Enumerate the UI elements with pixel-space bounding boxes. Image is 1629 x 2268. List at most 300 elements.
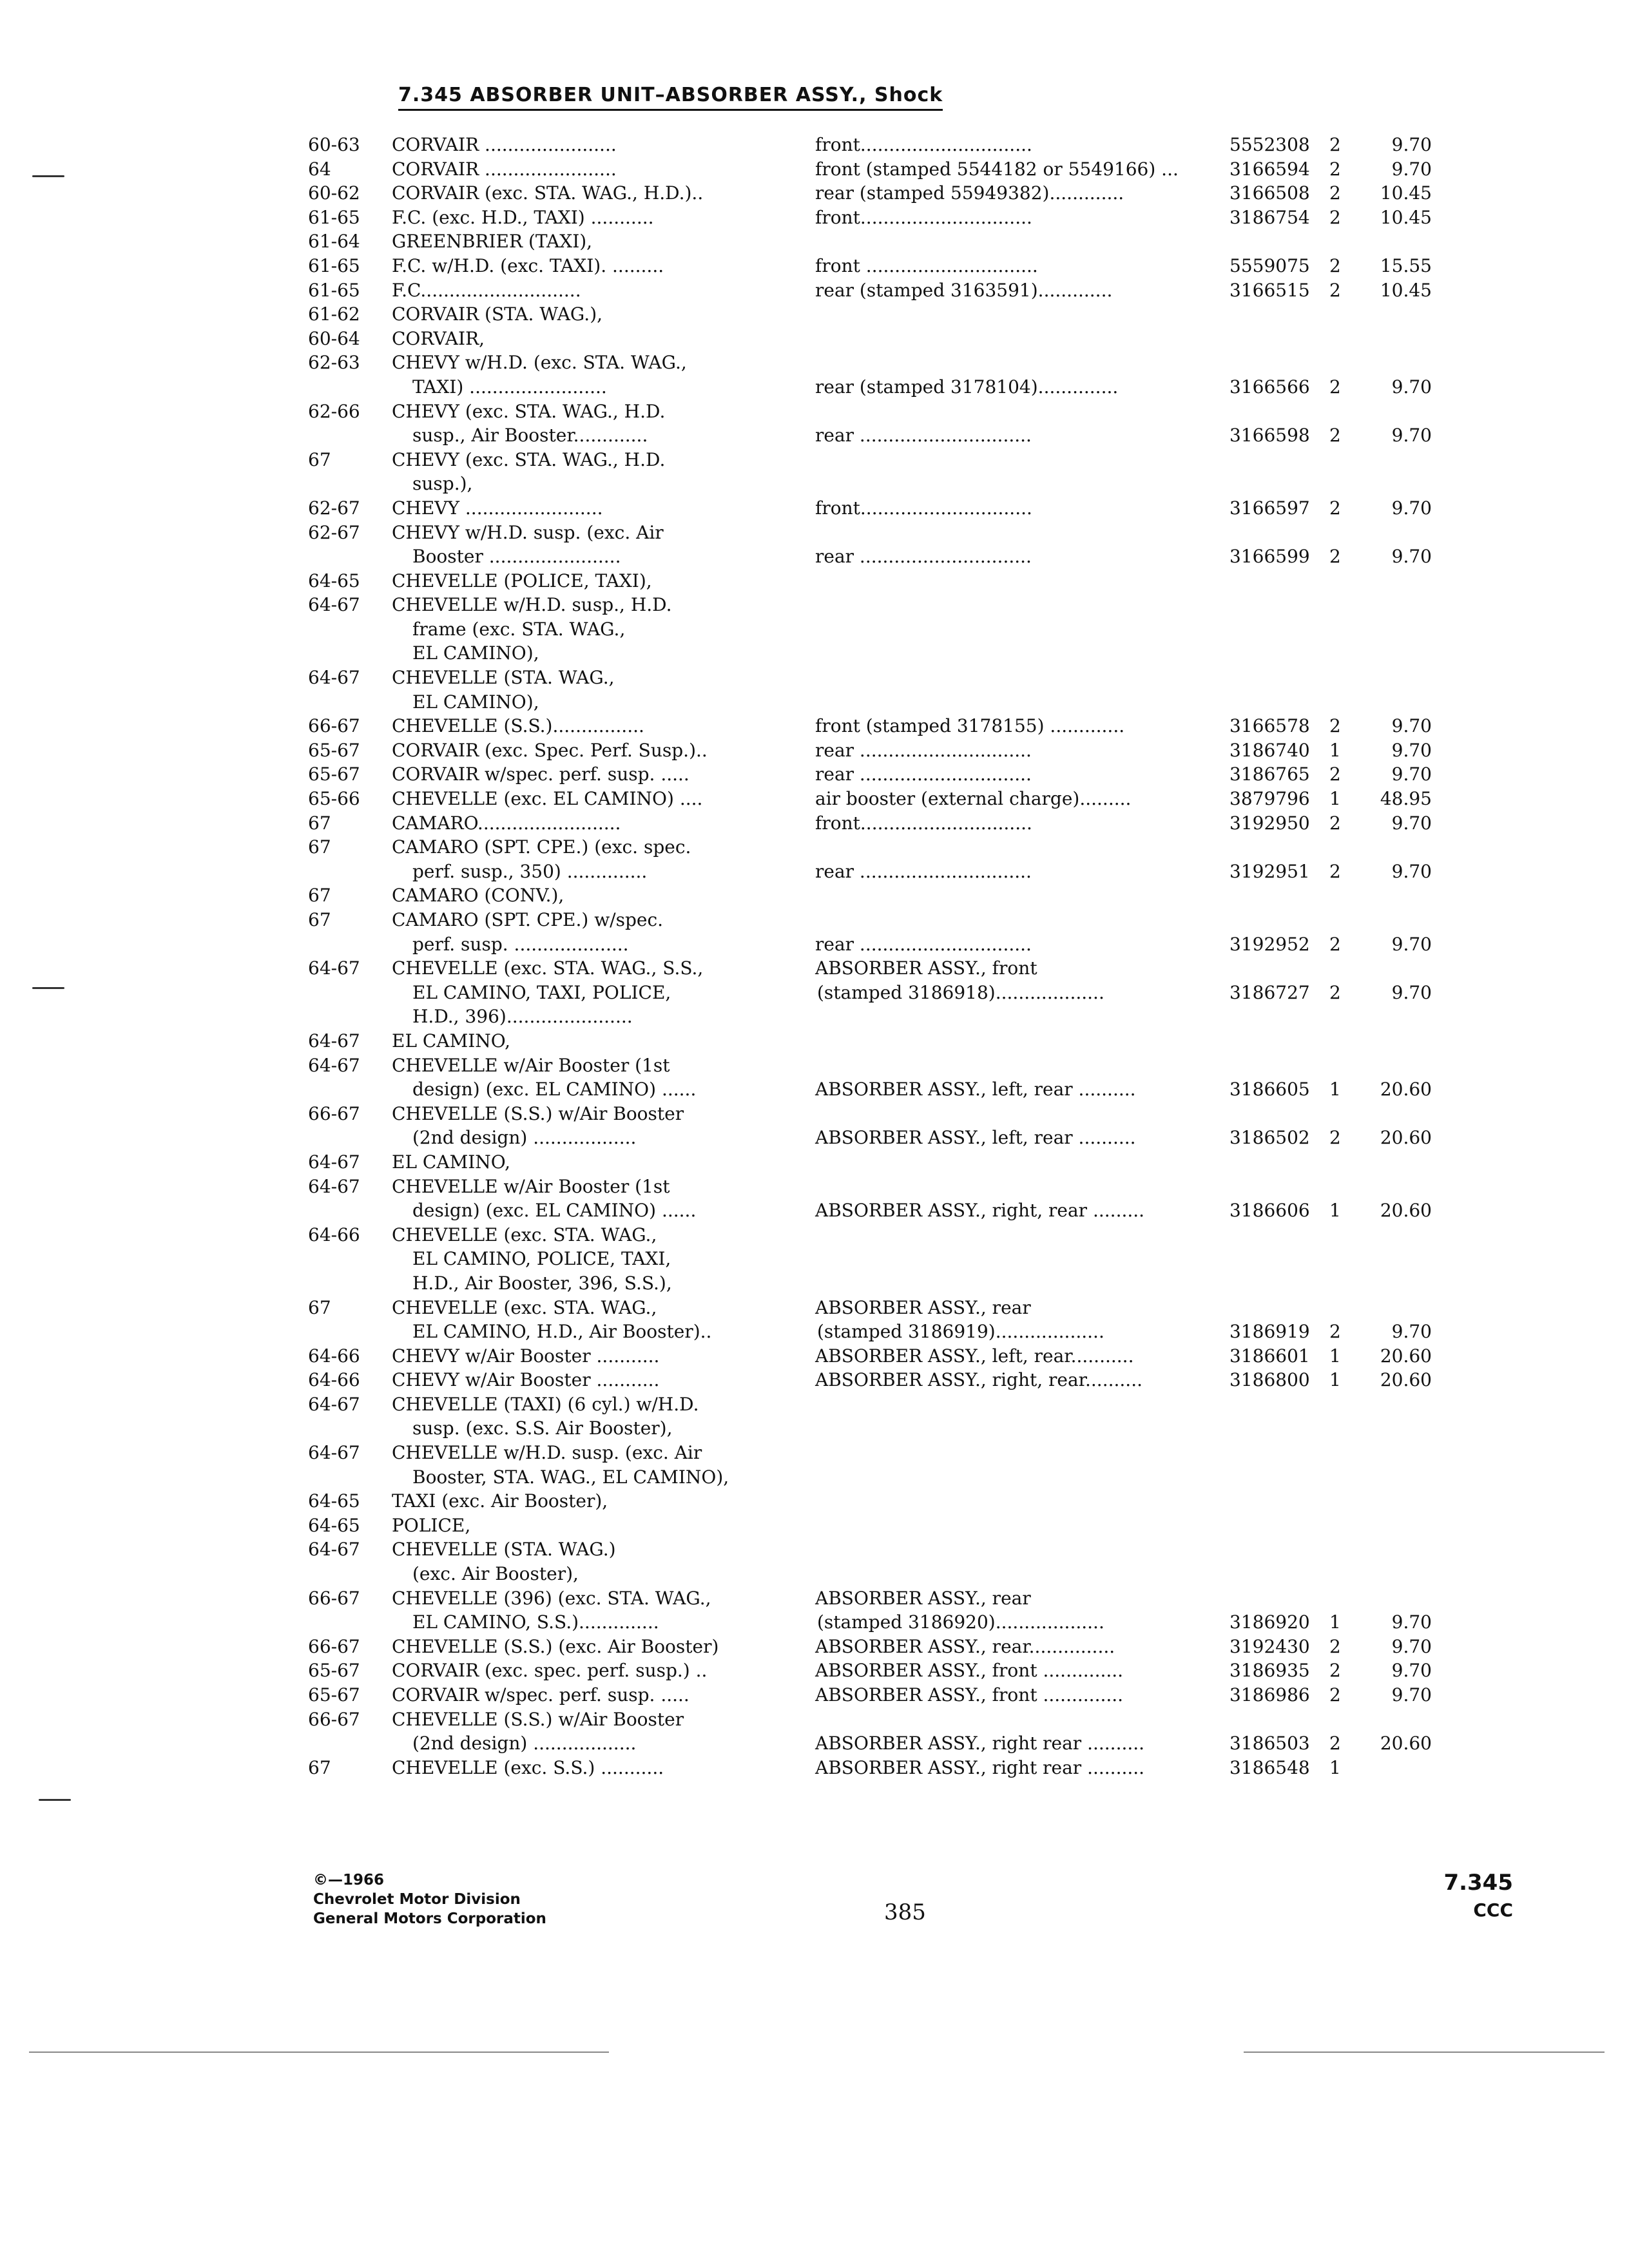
- quantity-cell: 2: [1329, 1660, 1341, 1682]
- year-cell: 64-67: [308, 1054, 360, 1076]
- model-cell: CAMARO (SPT. CPE.) (exc. spec.: [392, 836, 691, 858]
- quantity-cell: 2: [1329, 933, 1341, 955]
- table-row: [0, 1635, 1629, 1659]
- footer-section-number: 7.345: [1443, 1870, 1513, 1896]
- description-cell: (stamped 3186920)...................: [817, 1611, 1104, 1633]
- page-header-title: 7.345 ABSORBER UNIT–ABSORBER ASSY., Shock: [398, 84, 943, 111]
- footer-corporation: General Motors Corporation: [313, 1910, 546, 1927]
- description-cell: rear ..............................: [815, 933, 1032, 955]
- table-row: [0, 1320, 1629, 1344]
- model-cell: CAMARO (SPT. CPE.) w/spec.: [392, 909, 664, 930]
- year-cell: 64-67: [308, 1442, 360, 1464]
- price-cell: 9.70: [1391, 1660, 1432, 1682]
- quantity-cell: 2: [1329, 1321, 1341, 1343]
- year-cell: 66-67: [308, 1708, 360, 1730]
- year-cell: 67: [308, 1296, 331, 1318]
- price-cell: 9.70: [1391, 497, 1432, 519]
- year-cell: 64-65: [308, 1514, 360, 1536]
- model-cell: CORVAIR (exc. STA. WAG., H.D.)..: [392, 182, 704, 204]
- price-cell: 9.70: [1391, 376, 1432, 398]
- quantity-cell: 2: [1329, 1635, 1341, 1657]
- model-cell: CORVAIR (exc. Spec. Perf. Susp.)..: [392, 739, 708, 761]
- table-row: [0, 1368, 1629, 1392]
- footer-division: Chevrolet Motor Division: [313, 1891, 521, 1908]
- quantity-cell: 2: [1329, 1127, 1341, 1149]
- model-cell: CHEVELLE (S.S.) w/Air Booster: [392, 1102, 684, 1124]
- quantity-cell: 2: [1329, 497, 1341, 519]
- table-row: [0, 932, 1629, 957]
- quantity-cell: 2: [1329, 425, 1341, 447]
- table-row: [0, 1658, 1629, 1683]
- table-row: [0, 811, 1629, 836]
- binder-hole-mark: [32, 175, 64, 177]
- part-number-cell: 3192430: [1229, 1635, 1310, 1657]
- footer-copyright: ©—1966: [313, 1872, 385, 1888]
- table-row: [0, 544, 1629, 569]
- year-cell: 67: [308, 812, 331, 834]
- quantity-cell: 2: [1329, 206, 1341, 228]
- year-cell: 64-67: [308, 667, 360, 689]
- quantity-cell: 1: [1329, 1079, 1341, 1100]
- table-row: [0, 1731, 1629, 1756]
- year-cell: 61-64: [308, 231, 360, 253]
- description-cell: rear ..............................: [815, 425, 1032, 447]
- model-cell: frame (exc. STA. WAG.,: [412, 618, 626, 640]
- price-cell: 48.95: [1380, 788, 1432, 810]
- model-cell: CHEVELLE w/H.D. susp., H.D.: [392, 594, 672, 616]
- model-cell: CHEVELLE (exc. EL CAMINO) ....: [392, 788, 703, 810]
- table-row: [0, 472, 1629, 496]
- model-cell: CAMARO.........................: [392, 812, 621, 834]
- quantity-cell: 1: [1329, 1756, 1341, 1778]
- table-row: [0, 1004, 1629, 1029]
- binder-hole-mark: [39, 1799, 71, 1801]
- model-cell: CORVAIR (exc. spec. perf. susp.) ..: [392, 1660, 708, 1682]
- part-number-cell: 3186919: [1229, 1321, 1310, 1343]
- price-cell: 20.60: [1380, 1369, 1432, 1391]
- part-number-cell: 3186986: [1229, 1684, 1310, 1706]
- year-cell: 65-66: [308, 788, 360, 810]
- table-row: [0, 956, 1629, 981]
- quantity-cell: 1: [1329, 739, 1341, 761]
- table-row: [0, 351, 1629, 375]
- quantity-cell: 2: [1329, 1733, 1341, 1754]
- model-cell: CHEVELLE (TAXI) (6 cyl.) w/H.D.: [392, 1393, 699, 1415]
- price-cell: 9.70: [1391, 812, 1432, 834]
- description-cell: ABSORBER ASSY., front: [815, 957, 1037, 979]
- table-row: [0, 229, 1629, 254]
- model-cell: F.C............................: [392, 279, 581, 301]
- year-cell: 67: [308, 909, 331, 930]
- model-cell: CHEVELLE w/Air Booster (1st: [392, 1175, 670, 1197]
- part-number-cell: 3186754: [1229, 206, 1310, 228]
- year-cell: 67: [308, 885, 331, 907]
- footer-publisher: [313, 1870, 546, 1928]
- model-cell: H.D., 396)......................: [412, 1006, 633, 1028]
- quantity-cell: 2: [1329, 134, 1341, 155]
- table-row: [0, 762, 1629, 787]
- description-cell: rear ..............................: [815, 860, 1032, 882]
- part-number-cell: 3192951: [1229, 860, 1310, 882]
- table-row: [0, 375, 1629, 399]
- year-cell: 64: [308, 158, 331, 180]
- table-row: [0, 738, 1629, 763]
- price-cell: 9.70: [1391, 739, 1432, 761]
- table-row: [0, 206, 1629, 230]
- model-cell: H.D., Air Booster, 396, S.S.),: [412, 1272, 672, 1294]
- description-cell: rear ..............................: [815, 546, 1032, 568]
- part-number-cell: 3166566: [1229, 376, 1310, 398]
- year-cell: 65-67: [308, 739, 360, 761]
- model-cell: GREENBRIER (TAXI),: [392, 231, 593, 253]
- model-cell: CORVAIR,: [392, 327, 485, 349]
- description-cell: front (stamped 5544182 or 5549166) ...: [815, 158, 1179, 180]
- part-number-cell: 3166594: [1229, 158, 1310, 180]
- model-cell: CHEVY (exc. STA. WAG., H.D.: [392, 448, 666, 470]
- description-cell: ABSORBER ASSY., left, rear...........: [815, 1345, 1134, 1367]
- year-cell: 67: [308, 836, 331, 858]
- price-cell: 20.60: [1380, 1079, 1432, 1100]
- model-cell: CHEVY ........................: [392, 497, 603, 519]
- price-cell: 15.55: [1380, 255, 1432, 276]
- year-cell: 64-66: [308, 1369, 360, 1391]
- table-row: [0, 1610, 1629, 1635]
- table-row: [0, 787, 1629, 811]
- model-cell: CORVAIR (STA. WAG.),: [392, 303, 603, 325]
- table-row: [0, 1198, 1629, 1223]
- description-cell: ABSORBER ASSY., left, rear ..........: [815, 1079, 1136, 1100]
- year-cell: 66-67: [308, 1102, 360, 1124]
- table-row: [0, 521, 1629, 545]
- table-row: [0, 690, 1629, 715]
- quantity-cell: 2: [1329, 546, 1341, 568]
- quantity-cell: 2: [1329, 812, 1341, 834]
- table-row: [0, 1247, 1629, 1271]
- year-cell: 64-67: [308, 1539, 360, 1561]
- quantity-cell: 2: [1329, 1684, 1341, 1706]
- price-cell: 9.70: [1391, 860, 1432, 882]
- year-cell: 64-67: [308, 594, 360, 616]
- table-row: [0, 1586, 1629, 1611]
- table-row: [0, 1562, 1629, 1586]
- year-cell: 67: [308, 1756, 331, 1778]
- price-cell: 9.70: [1391, 1684, 1432, 1706]
- price-cell: 9.70: [1391, 1321, 1432, 1343]
- year-cell: 62-66: [308, 400, 360, 422]
- quantity-cell: 2: [1329, 764, 1341, 785]
- table-row: [0, 278, 1629, 303]
- model-cell: perf. susp., 350) ..............: [412, 860, 648, 882]
- model-cell: EL CAMINO),: [412, 691, 539, 713]
- model-cell: CAMARO (CONV.),: [392, 885, 564, 907]
- table-row: [0, 1053, 1629, 1078]
- price-cell: 9.70: [1391, 981, 1432, 1003]
- model-cell: CHEVY w/Air Booster ...........: [392, 1345, 660, 1367]
- model-cell: TAXI) ........................: [412, 376, 607, 398]
- model-cell: CHEVELLE (STA. WAG.,: [392, 667, 615, 689]
- table-row: [0, 1150, 1629, 1175]
- part-number-cell: 5559075: [1229, 255, 1310, 276]
- description-cell: ABSORBER ASSY., rear...............: [815, 1635, 1115, 1657]
- model-cell: CHEVELLE (exc. STA. WAG., S.S.,: [392, 957, 704, 979]
- model-cell: EL CAMINO,: [392, 1151, 511, 1173]
- price-cell: 9.70: [1391, 764, 1432, 785]
- table-row: [0, 1514, 1629, 1538]
- description-cell: (stamped 3186919)...................: [817, 1321, 1104, 1343]
- year-cell: 64-66: [308, 1345, 360, 1367]
- part-number-cell: 3186503: [1229, 1733, 1310, 1754]
- model-cell: EL CAMINO, H.D., Air Booster)..: [412, 1321, 712, 1343]
- table-row: [0, 908, 1629, 932]
- year-cell: 64-67: [308, 1393, 360, 1415]
- part-number-cell: 3166515: [1229, 279, 1310, 301]
- quantity-cell: 2: [1329, 158, 1341, 180]
- bottom-rule-right: [1244, 2052, 1605, 2053]
- model-cell: CHEVELLE (S.S.) w/Air Booster: [392, 1708, 684, 1730]
- table-row: [0, 133, 1629, 157]
- part-number-cell: 3166508: [1229, 182, 1310, 204]
- model-cell: CHEVELLE (exc. S.S.) ...........: [392, 1756, 664, 1778]
- table-row: [0, 302, 1629, 327]
- year-cell: 61-62: [308, 303, 360, 325]
- model-cell: Booster .......................: [412, 546, 621, 568]
- footer-code: CCC: [1473, 1899, 1513, 1921]
- price-cell: 9.70: [1391, 546, 1432, 568]
- model-cell: CHEVELLE (396) (exc. STA. WAG.,: [392, 1587, 711, 1609]
- table-row: [0, 1271, 1629, 1296]
- part-number-cell: 3166578: [1229, 715, 1310, 737]
- table-row: [0, 1683, 1629, 1707]
- table-row: [0, 448, 1629, 472]
- year-cell: 66-67: [308, 715, 360, 737]
- table-row: [0, 1102, 1629, 1126]
- model-cell: CHEVY w/H.D. susp. (exc. Air: [392, 521, 664, 543]
- bottom-rule-left: [29, 2052, 609, 2053]
- part-number-cell: 3166598: [1229, 425, 1310, 447]
- year-cell: 66-67: [308, 1587, 360, 1609]
- model-cell: (2nd design) ..................: [412, 1733, 637, 1754]
- part-number-cell: 3186727: [1229, 981, 1310, 1003]
- model-cell: CHEVELLE (exc. STA. WAG.,: [392, 1224, 657, 1245]
- year-cell: 61-65: [308, 255, 360, 276]
- part-number-cell: 3192952: [1229, 933, 1310, 955]
- model-cell: CHEVY w/H.D. (exc. STA. WAG.,: [392, 352, 687, 374]
- year-cell: 66-67: [308, 1635, 360, 1657]
- model-cell: CORVAIR w/spec. perf. susp. .....: [392, 1684, 689, 1706]
- table-row: [0, 1537, 1629, 1562]
- table-row: [0, 496, 1629, 521]
- description-cell: air booster (external charge).........: [815, 788, 1132, 810]
- part-number-cell: 3186920: [1229, 1611, 1310, 1633]
- part-number-cell: 3186935: [1229, 1660, 1310, 1682]
- model-cell: susp.),: [412, 473, 473, 495]
- year-cell: 61-65: [308, 206, 360, 228]
- quantity-cell: 1: [1329, 1369, 1341, 1391]
- part-number-cell: 3186765: [1229, 764, 1310, 785]
- price-cell: 9.70: [1391, 425, 1432, 447]
- year-cell: 64-67: [308, 1030, 360, 1052]
- model-cell: CHEVELLE (S.S.)................: [392, 715, 644, 737]
- part-number-cell: 3166597: [1229, 497, 1310, 519]
- model-cell: F.C. (exc. H.D., TAXI) ...........: [392, 206, 654, 228]
- quantity-cell: 2: [1329, 376, 1341, 398]
- table-row: [0, 593, 1629, 617]
- description-cell: ABSORBER ASSY., right, rear..........: [815, 1369, 1142, 1391]
- table-row: [0, 617, 1629, 642]
- description-cell: rear (stamped 3178104)..............: [815, 376, 1119, 398]
- price-cell: 9.70: [1391, 1635, 1432, 1657]
- description-cell: rear (stamped 3163591).............: [815, 279, 1113, 301]
- table-row: [0, 1441, 1629, 1465]
- model-cell: perf. susp. ....................: [412, 933, 629, 955]
- description-cell: ABSORBER ASSY., rear: [815, 1587, 1031, 1609]
- model-cell: CHEVELLE (STA. WAG.): [392, 1539, 616, 1561]
- table-row: [0, 1077, 1629, 1102]
- price-cell: 9.70: [1391, 134, 1432, 155]
- year-cell: 62-67: [308, 521, 360, 543]
- table-row: [0, 1175, 1629, 1199]
- model-cell: Booster, STA. WAG., EL CAMINO),: [412, 1466, 729, 1488]
- table-row: [0, 254, 1629, 278]
- table-row: [0, 423, 1629, 448]
- year-cell: 64-67: [308, 1151, 360, 1173]
- description-cell: ABSORBER ASSY., front ..............: [815, 1660, 1124, 1682]
- model-cell: EL CAMINO,: [392, 1030, 511, 1052]
- model-cell: (2nd design) ..................: [412, 1127, 637, 1149]
- description-cell: ABSORBER ASSY., right rear ..........: [815, 1733, 1145, 1754]
- model-cell: design) (exc. EL CAMINO) ......: [412, 1079, 697, 1100]
- year-cell: 65-67: [308, 764, 360, 785]
- model-cell: design) (exc. EL CAMINO) ......: [412, 1200, 697, 1222]
- price-cell: 10.45: [1380, 182, 1432, 204]
- model-cell: CORVAIR w/spec. perf. susp. .....: [392, 764, 689, 785]
- quantity-cell: 1: [1329, 1345, 1341, 1367]
- price-cell: 10.45: [1380, 279, 1432, 301]
- model-cell: (exc. Air Booster),: [412, 1563, 579, 1585]
- table-row: [0, 1223, 1629, 1247]
- year-cell: 62-63: [308, 352, 360, 374]
- quantity-cell: 1: [1329, 788, 1341, 810]
- price-cell: 20.60: [1380, 1733, 1432, 1754]
- table-row: [0, 714, 1629, 738]
- table-row: [0, 860, 1629, 884]
- quantity-cell: 1: [1329, 1200, 1341, 1222]
- price-cell: 9.70: [1391, 1611, 1432, 1633]
- quantity-cell: 2: [1329, 255, 1341, 276]
- year-cell: 65-67: [308, 1660, 360, 1682]
- year-cell: 64-65: [308, 570, 360, 591]
- year-cell: 64-67: [308, 957, 360, 979]
- part-number-cell: 3879796: [1229, 788, 1310, 810]
- year-cell: 67: [308, 448, 331, 470]
- table-row: [0, 399, 1629, 424]
- table-row: [0, 641, 1629, 666]
- price-cell: 10.45: [1380, 206, 1432, 228]
- description-cell: front (stamped 3178155) .............: [815, 715, 1125, 737]
- description-cell: (stamped 3186918)...................: [817, 981, 1104, 1003]
- model-cell: EL CAMINO),: [412, 642, 539, 664]
- model-cell: CHEVELLE w/Air Booster (1st: [392, 1054, 670, 1076]
- table-row: [0, 1392, 1629, 1417]
- description-cell: ABSORBER ASSY., rear: [815, 1296, 1031, 1318]
- description-cell: ABSORBER ASSY., front ..............: [815, 1684, 1124, 1706]
- part-number-cell: 3166599: [1229, 546, 1310, 568]
- model-cell: CORVAIR .......................: [392, 134, 617, 155]
- model-cell: F.C. w/H.D. (exc. TAXI). .........: [392, 255, 664, 276]
- table-row: [0, 1126, 1629, 1150]
- year-cell: 60-63: [308, 134, 360, 155]
- year-cell: 65-67: [308, 1684, 360, 1706]
- table-row: [0, 157, 1629, 182]
- model-cell: CHEVY w/Air Booster ...........: [392, 1369, 660, 1391]
- year-cell: 60-62: [308, 182, 360, 204]
- part-number-cell: 3186740: [1229, 739, 1310, 761]
- model-cell: susp. (exc. S.S. Air Booster),: [412, 1418, 673, 1439]
- price-cell: 20.60: [1380, 1127, 1432, 1149]
- table-row: [0, 1296, 1629, 1320]
- price-cell: 20.60: [1380, 1345, 1432, 1367]
- year-cell: 62-67: [308, 497, 360, 519]
- model-cell: EL CAMINO, POLICE, TAXI,: [412, 1248, 671, 1270]
- table-row: [0, 835, 1629, 860]
- model-cell: TAXI (exc. Air Booster),: [392, 1490, 608, 1512]
- table-row: [0, 181, 1629, 206]
- model-cell: CHEVY (exc. STA. WAG., H.D.: [392, 400, 666, 422]
- table-row: [0, 327, 1629, 351]
- table-row: [0, 1707, 1629, 1732]
- description-cell: front..............................: [815, 134, 1032, 155]
- part-number-cell: 3192950: [1229, 812, 1310, 834]
- part-number-cell: 3186606: [1229, 1200, 1310, 1222]
- table-row: [0, 883, 1629, 908]
- price-cell: 20.60: [1380, 1200, 1432, 1222]
- quantity-cell: 1: [1329, 1611, 1341, 1633]
- model-cell: EL CAMINO, TAXI, POLICE,: [412, 981, 671, 1003]
- quantity-cell: 2: [1329, 715, 1341, 737]
- table-row: [0, 1489, 1629, 1514]
- description-cell: ABSORBER ASSY., right rear ..........: [815, 1756, 1145, 1778]
- part-number-cell: 5552308: [1229, 134, 1310, 155]
- description-cell: rear ..............................: [815, 764, 1032, 785]
- model-cell: EL CAMINO, S.S.)..............: [412, 1611, 659, 1633]
- model-cell: CHEVELLE (exc. STA. WAG.,: [392, 1296, 657, 1318]
- description-cell: ABSORBER ASSY., right, rear .........: [815, 1200, 1145, 1222]
- model-cell: CHEVELLE (POLICE, TAXI),: [392, 570, 652, 591]
- year-cell: 64-67: [308, 1175, 360, 1197]
- table-row: [0, 569, 1629, 593]
- description-cell: front..............................: [815, 497, 1032, 519]
- part-number-cell: 3186601: [1229, 1345, 1310, 1367]
- year-cell: 64-65: [308, 1490, 360, 1512]
- description-cell: front ..............................: [815, 255, 1038, 276]
- part-number-cell: 3186800: [1229, 1369, 1310, 1391]
- part-number-cell: 3186605: [1229, 1079, 1310, 1100]
- description-cell: front..............................: [815, 812, 1032, 834]
- model-cell: CHEVELLE w/H.D. susp. (exc. Air: [392, 1442, 702, 1464]
- year-cell: 61-65: [308, 279, 360, 301]
- description-cell: rear (stamped 55949382).............: [815, 182, 1124, 204]
- quantity-cell: 2: [1329, 279, 1341, 301]
- year-cell: 60-64: [308, 327, 360, 349]
- table-row: [0, 1344, 1629, 1369]
- year-cell: 64-66: [308, 1224, 360, 1245]
- quantity-cell: 2: [1329, 182, 1341, 204]
- table-row: [0, 981, 1629, 1005]
- binder-hole-mark: [32, 987, 64, 989]
- table-row: [0, 666, 1629, 690]
- description-cell: front..............................: [815, 206, 1032, 228]
- part-number-cell: 3186502: [1229, 1127, 1310, 1149]
